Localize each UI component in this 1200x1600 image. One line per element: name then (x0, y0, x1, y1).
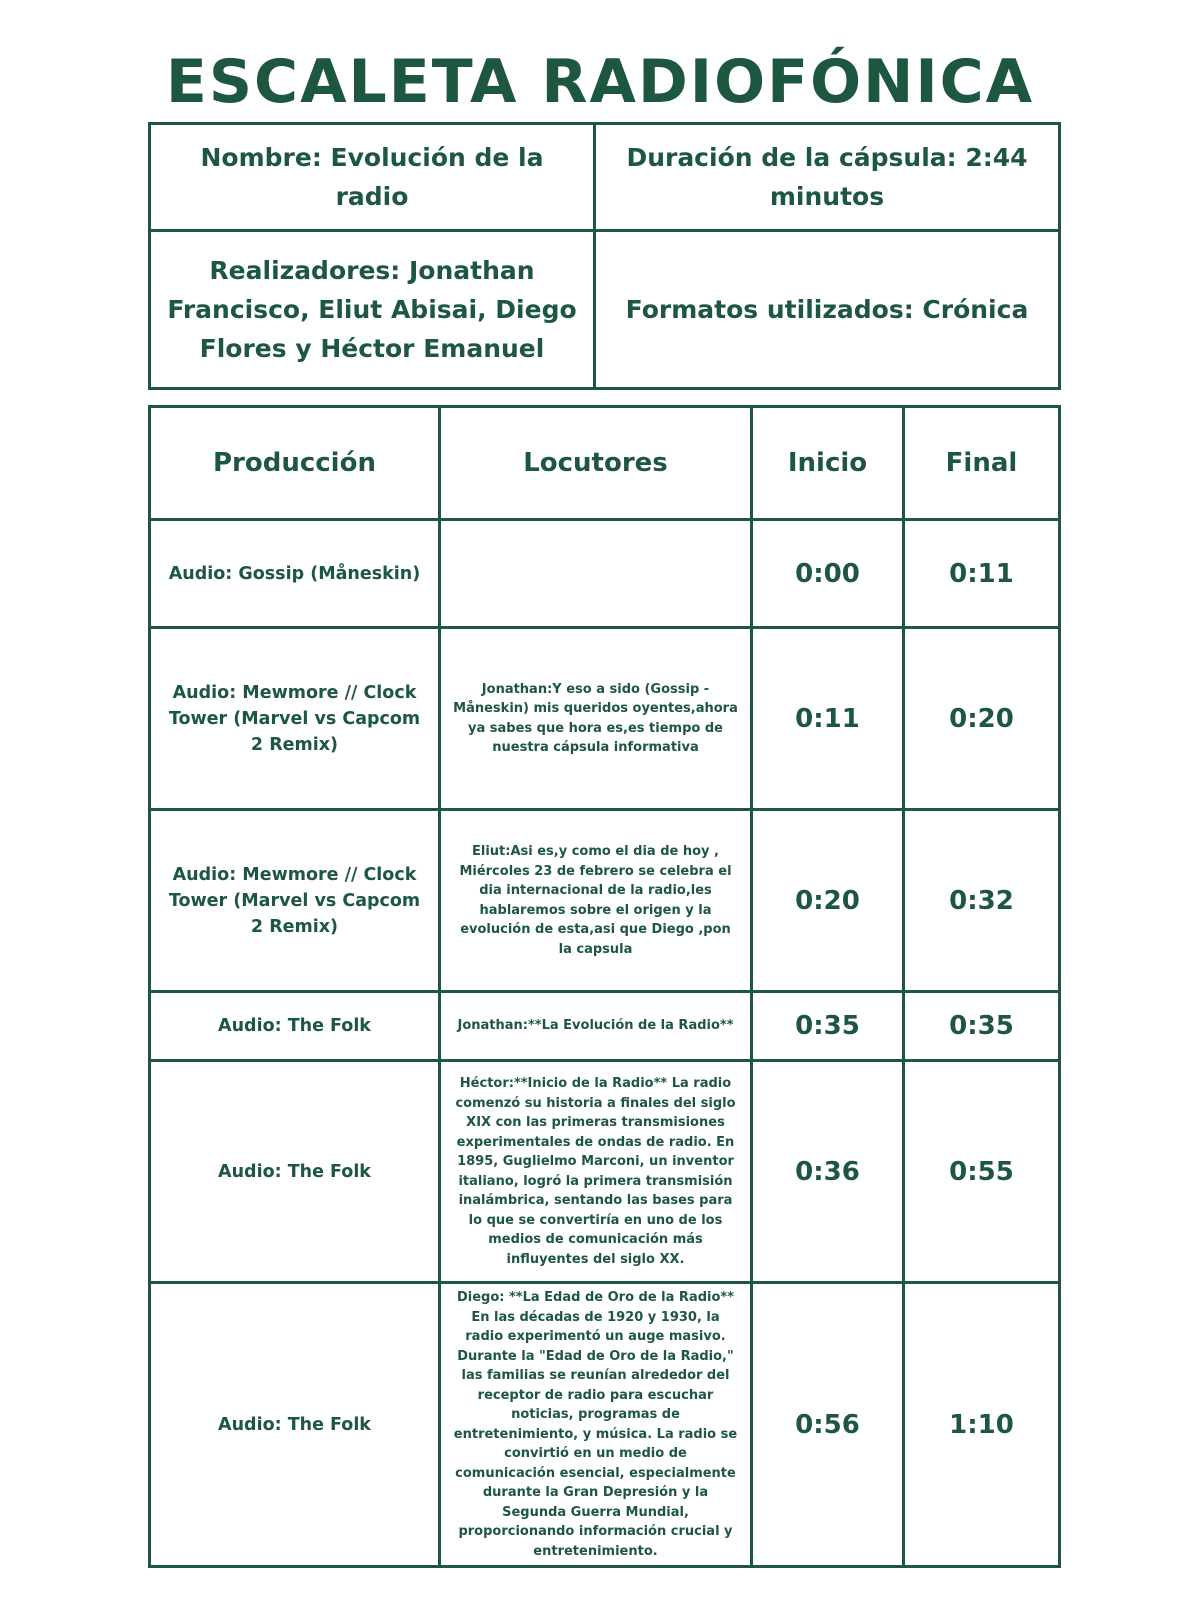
table-row (150, 520, 1060, 628)
header-final: Final (904, 407, 1060, 520)
inicio-cell: 0:00 (752, 520, 904, 628)
produccion-cell: Audio: The Folk (150, 1061, 440, 1283)
locutores-cell: Jonathan:**La Evolución de la Radio** (440, 992, 752, 1061)
table-row (150, 1061, 1060, 1283)
final-cell: 1:10 (904, 1283, 1060, 1567)
header-locutores: Locutores (440, 407, 752, 520)
nombre-cell: Nombre: Evolución de la radio (150, 124, 595, 231)
produccion-cell: Audio: Mewmore // Clock Tower (Marvel vs Capcom 2 Remix) (150, 810, 440, 992)
escaleta-table (148, 405, 1061, 1568)
info-table (148, 122, 1061, 390)
duracion-cell: Duración de la cápsula: 2:44 minutos (595, 124, 1060, 231)
final-cell: 0:35 (904, 992, 1060, 1061)
header-row (150, 407, 1060, 520)
table-row (150, 628, 1060, 810)
inicio-cell: 0:35 (752, 992, 904, 1061)
inicio-cell: 0:56 (752, 1283, 904, 1567)
produccion-cell: Audio: The Folk (150, 992, 440, 1061)
header-produccion: Producción (150, 407, 440, 520)
header-inicio: Inicio (752, 407, 904, 520)
final-cell: 0:32 (904, 810, 1060, 992)
locutores-cell: Héctor:**Inicio de la Radio** La radio comenzó su historia a finales del siglo XIX con las primeras transmisiones experimentales de ondas de radio. En 1895, Guglielmo Marconi, un inventor italiano, logró la primera transmisión inalámbrica, sentando las bases para lo que se convertiría en uno de los medios de comunicación más influyentes del siglo XX. (440, 1061, 752, 1283)
locutores-cell: Diego: **La Edad de Oro de la Radio** En las décadas de 1920 y 1930, la radio experimentó un auge masivo. Durante la "Edad de Oro de la Radio," las familias se reunían alrededor del receptor de radio para escuchar noticias, programas de entretenimiento, y música. La radio se convirtió en un medio de comunicación esencial, especialmente durante la Gran Depresión y la Segunda Guerra Mundial, proporcionando información crucial y entretenimiento. (440, 1283, 752, 1567)
formatos-cell: Formatos utilizados: Crónica (595, 231, 1060, 389)
produccion-cell: Audio: The Folk (150, 1283, 440, 1567)
table-row (150, 992, 1060, 1061)
table-row (150, 810, 1060, 992)
inicio-cell: 0:11 (752, 628, 904, 810)
produccion-cell: Audio: Mewmore // Clock Tower (Marvel vs Capcom 2 Remix) (150, 628, 440, 810)
produccion-cell: Audio: Gossip (Måneskin) (150, 520, 440, 628)
realizadores-cell: Realizadores: Jonathan Francisco, Eliut Abisai, Diego Flores y Héctor Emanuel (150, 231, 595, 389)
inicio-cell: 0:20 (752, 810, 904, 992)
final-cell: 0:11 (904, 520, 1060, 628)
page-title: ESCALETA RADIOFÓNICA (165, 47, 1035, 117)
inicio-cell: 0:36 (752, 1061, 904, 1283)
final-cell: 0:55 (904, 1061, 1060, 1283)
locutores-cell (440, 520, 752, 628)
table-row (150, 1283, 1060, 1567)
locutores-cell: Eliut:Asi es,y como el dia de hoy , Miércoles 23 de febrero se celebra el dia internacional de la radio,les hablaremos sobre el origen y la evolución de esta,asi que Diego ,pon la capsula (440, 810, 752, 992)
locutores-cell: Jonathan:Y eso a sido (Gossip - Måneskin) mis queridos oyentes,ahora ya sabes que hora es,es tiempo de nuestra cápsula informativa (440, 628, 752, 810)
final-cell: 0:20 (904, 628, 1060, 810)
